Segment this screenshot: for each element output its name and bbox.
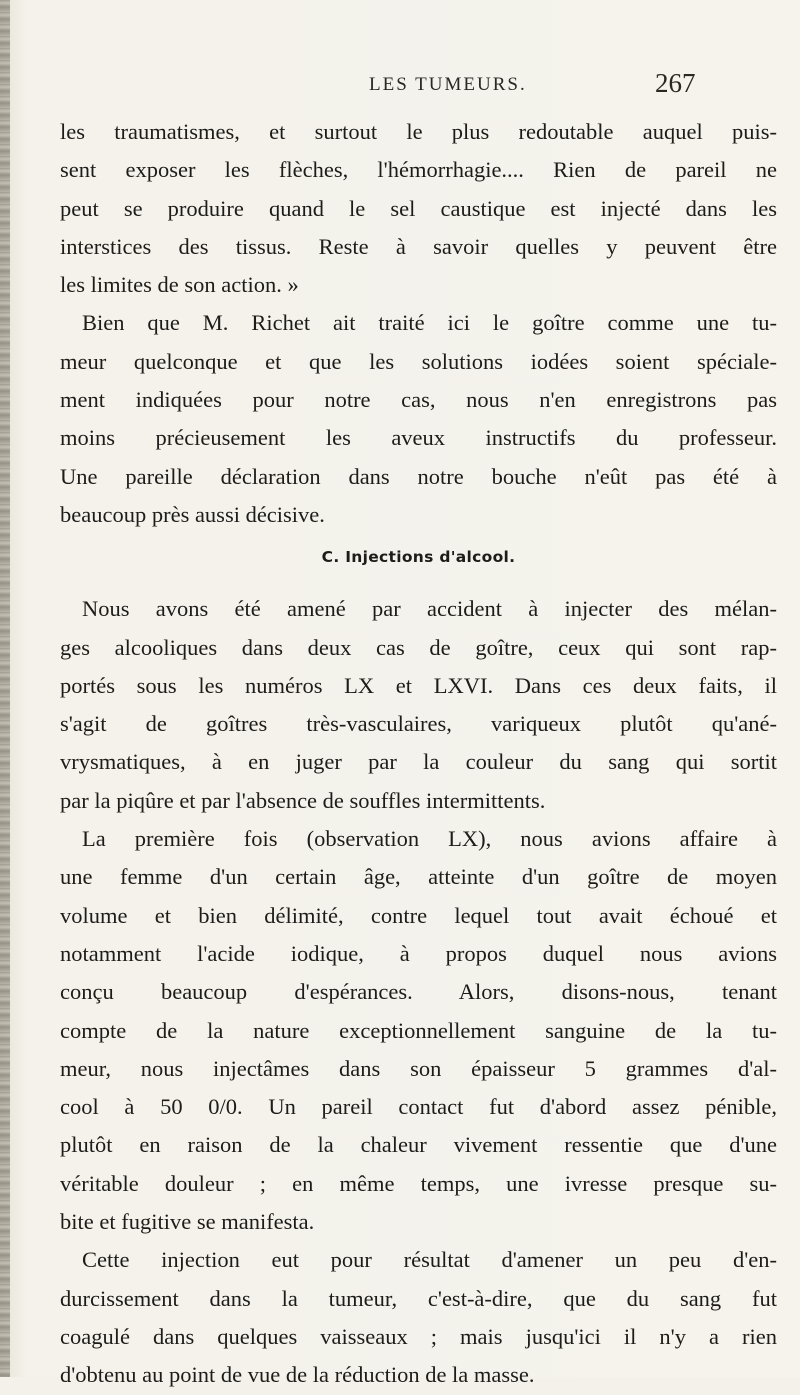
text-line: beaucoup près aussi décisive.: [60, 501, 325, 527]
text-line: La première fois (observation LX), nous avions affaire à: [82, 826, 777, 852]
page-header: [0, 68, 800, 104]
page-number: 267: [655, 68, 696, 98]
text-line: portés sous les numéros LX et LXVI. Dans ces deux faits, il: [60, 672, 777, 698]
text-line: cool à 50 0/0. Un pareil contact fut d'abord assez pénible,: [60, 1094, 777, 1120]
text-line: peut se produire quand le sel caustique est injecté dans les: [60, 195, 777, 221]
text-line: Bien que M. Richet ait traité ici le goître comme une tu-: [82, 310, 777, 336]
text-line: vrysmatiques, à en juger par la couleur du sang qui sortit: [60, 749, 777, 775]
running-title: LES TUMEURS.: [369, 74, 527, 95]
text-line: interstices des tissus. Reste à savoir quelles y peuvent être: [60, 233, 777, 259]
text-line: une femme d'un certain âge, atteinte d'un goître de moyen: [60, 864, 777, 890]
text-line: meur, nous injectâmes dans son épaisseur 5 grammes d'al-: [60, 1055, 777, 1081]
text-line: s'agit de goîtres très-vasculaires, variqueux plutôt qu'ané-: [60, 711, 777, 737]
text-line: les traumatismes, et surtout le plus redoutable auquel puis-: [60, 119, 777, 144]
text-line: véritable douleur ; en même temps, une ivresse presque su-: [60, 1170, 777, 1196]
section-heading: C. Injections d'alcool.: [321, 548, 516, 567]
page-body: [60, 113, 777, 1395]
text-line: conçu beaucoup d'espérances. Alors, disons-nous, tenant: [60, 979, 777, 1005]
text-line: meur quelconque et que les solutions iodées soient spéciale-: [60, 348, 777, 374]
text-line: par la piqûre et par l'absence de souffles intermittents.: [60, 787, 546, 813]
text-line: moins précieusement les aveux instructifs du professeur.: [60, 425, 777, 451]
text-line: plutôt en raison de la chaleur vivement ressentie que d'une: [60, 1132, 777, 1158]
text-line: Nous avons été amené par accident à injecter des mélan-: [82, 596, 777, 622]
text-line: d'obtenu au point de vue de la réduction de la masse.: [60, 1362, 535, 1388]
text-line: ges alcooliques dans deux cas de goître, ceux qui sont rap-: [60, 634, 777, 660]
page-binding-edge: [0, 0, 10, 1377]
text-line: compte de la nature exceptionnellement sanguine de la tu-: [60, 1017, 777, 1043]
text-line: durcissement dans la tumeur, c'est-à-dire, que du sang fut: [60, 1285, 777, 1311]
text-line: notamment l'acide iodique, à propos duquel nous avions: [60, 940, 777, 966]
text-line: Cette injection eut pour résultat d'amener un peu d'en-: [82, 1247, 777, 1273]
text-line: les limites de son action. »: [60, 272, 299, 298]
text-line: ment indiquées pour notre cas, nous n'en enregistrons pas: [60, 387, 777, 413]
text-line: sent exposer les flèches, l'hémorrhagie.... Rien de pareil ne: [60, 157, 777, 183]
text-line: Une pareille déclaration dans notre bouche n'eût pas été à: [60, 463, 777, 489]
text-line: bite et fugitive se manifesta.: [60, 1209, 315, 1235]
text-line: coagulé dans quelques vaisseaux ; mais jusqu'ici il n'y a rien: [60, 1323, 777, 1349]
text-line: volume et bien délimité, contre lequel tout avait échoué et: [60, 902, 777, 928]
section-heading-block: [60, 534, 777, 590]
